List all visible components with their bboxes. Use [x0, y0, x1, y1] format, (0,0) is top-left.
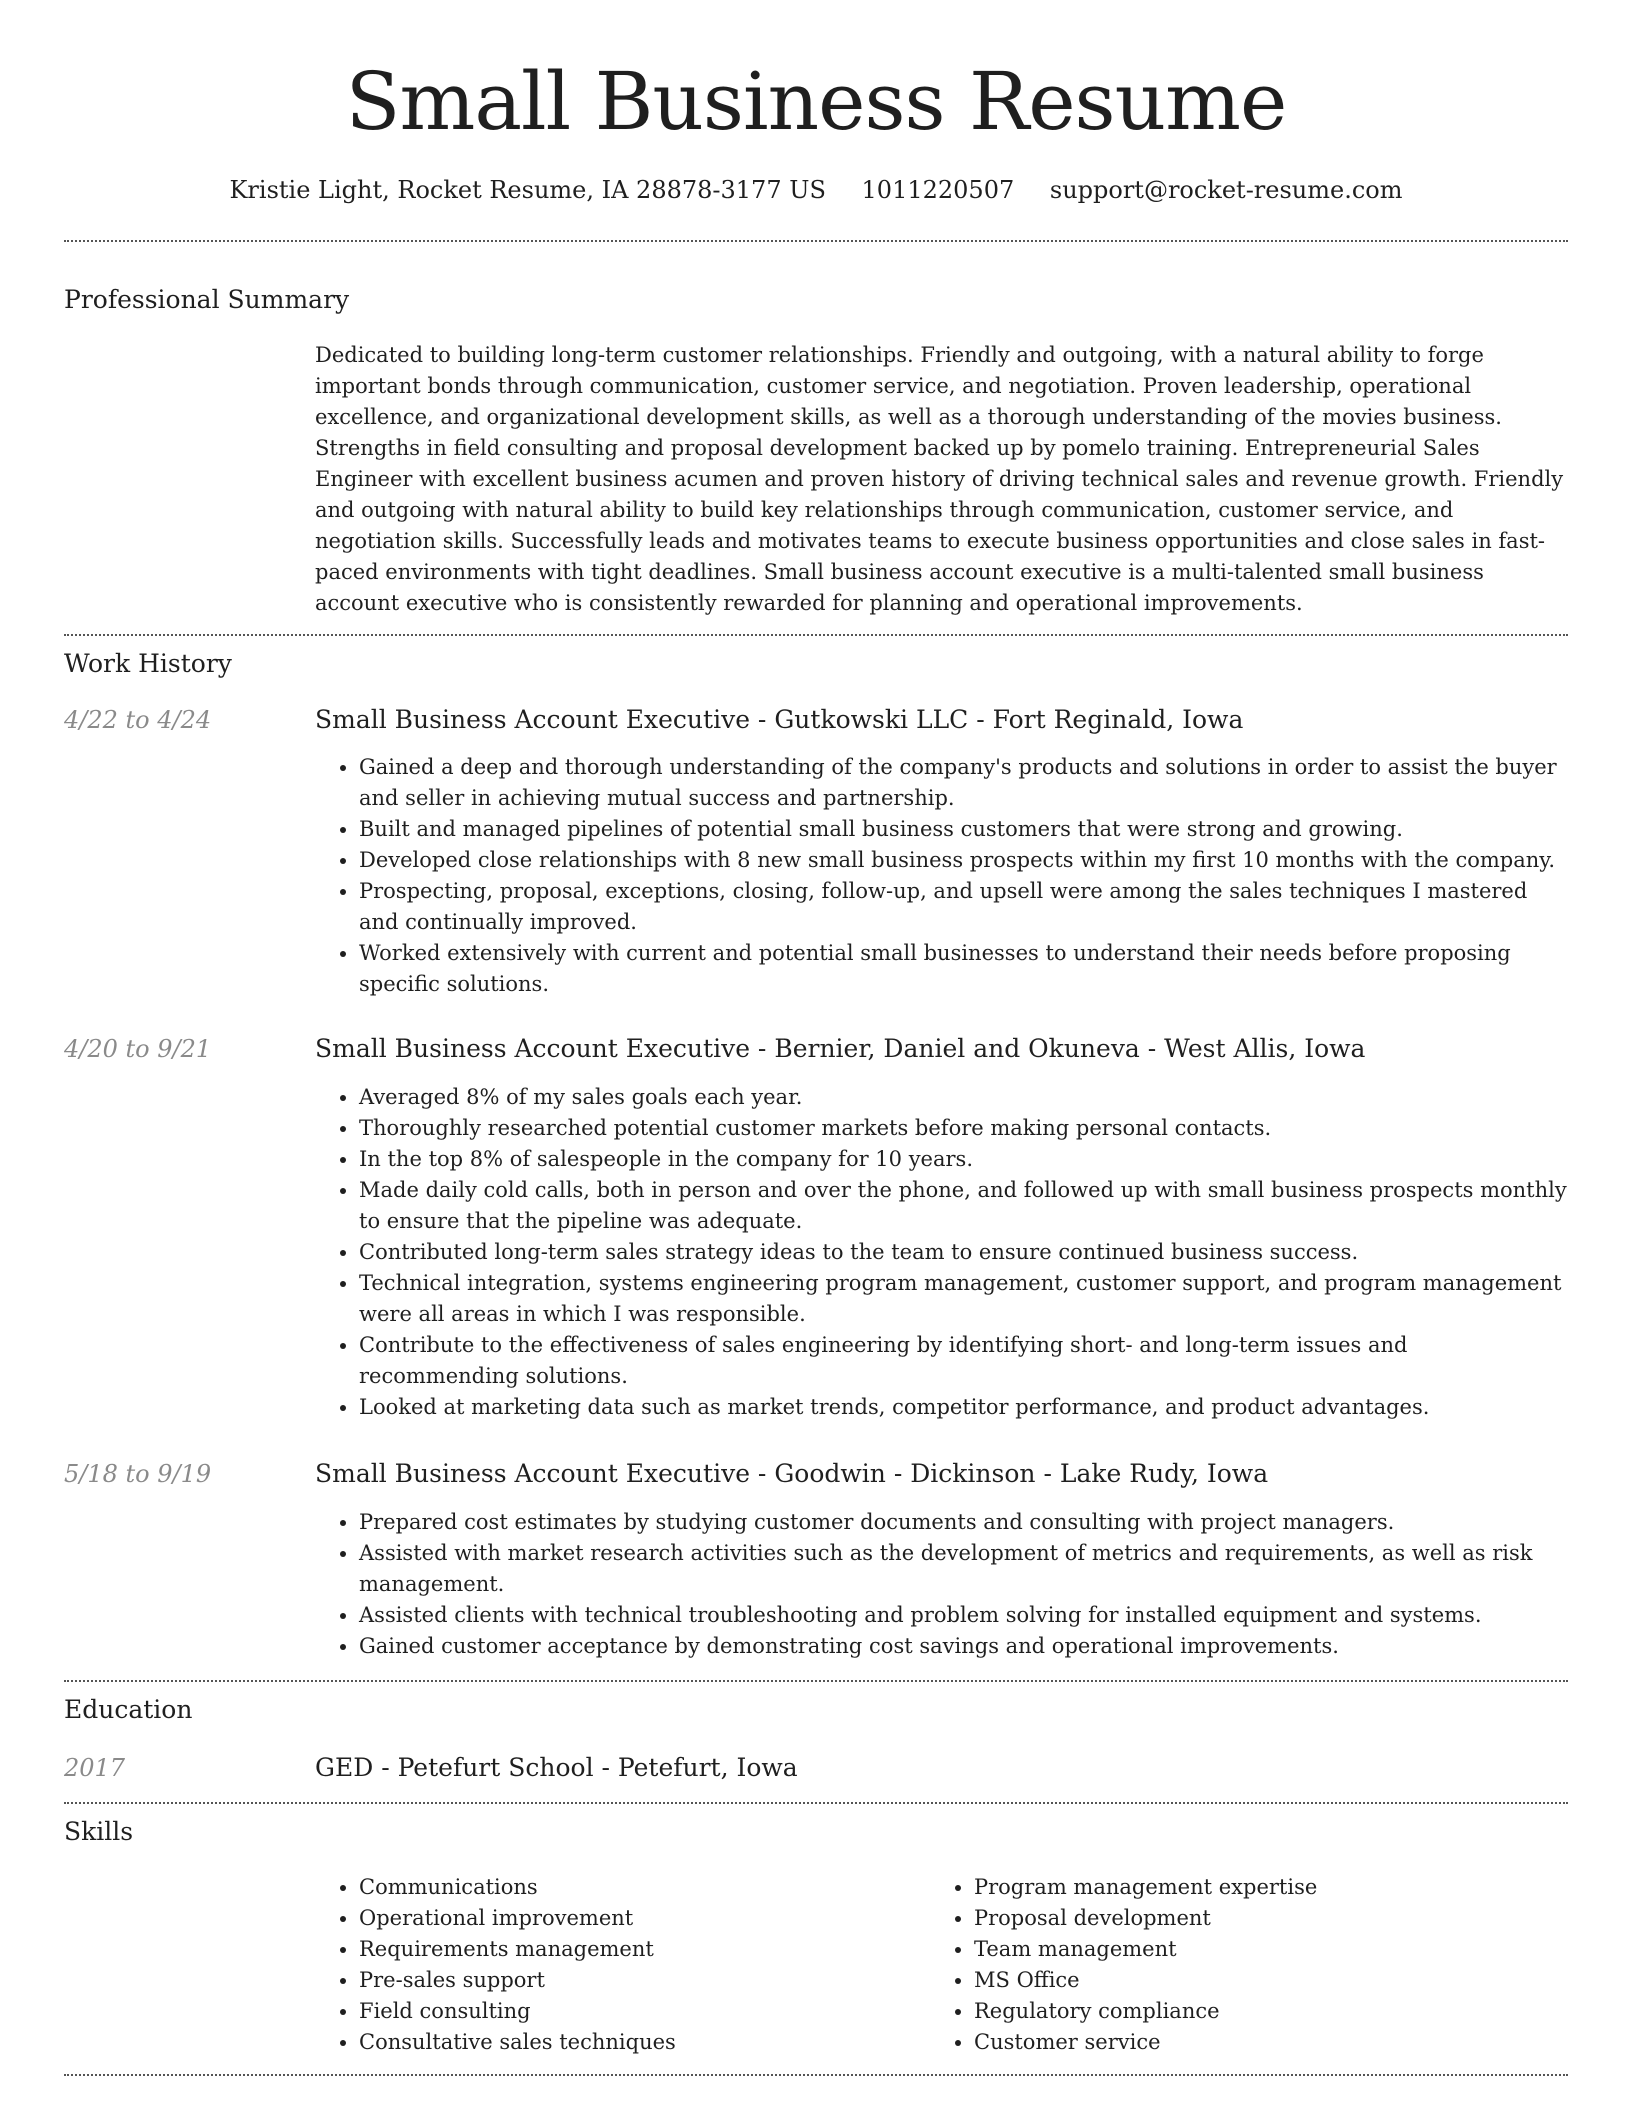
job-bullet: • Developed close relationships with 8 new small business prospects within my first 10 months with the company.	[359, 845, 1568, 876]
resume-title: Small Business Resume	[345, 55, 1287, 148]
job-dates: 4/22 to 4/24	[64, 706, 212, 734]
skill-item: • MS Office	[974, 1965, 1530, 1996]
contact-address: Kristie Light, Rocket Resume, IA 28878-3177 US	[229, 176, 826, 204]
skill-item: • Customer service	[974, 2027, 1530, 2058]
section-heading-work-history: Work History	[64, 649, 232, 678]
section-divider	[64, 634, 1568, 636]
job-bullet: • Made daily cold calls, both in person and over the phone, and followed up with small business prospects monthly to ensure that the pipeline was adequate.	[359, 1175, 1568, 1237]
section-heading-skills: Skills	[64, 1817, 134, 1846]
job-bullet: • Assisted with market research activities such as the development of metrics and requirements, as well as risk management.	[359, 1538, 1568, 1600]
contact-line	[64, 170, 1568, 210]
skill-item: • Field consulting	[359, 1996, 915, 2027]
skill-item: • Operational improvement	[359, 1903, 915, 1934]
job-bullet: • Prepared cost estimates by studying customer documents and consulting with project managers.	[359, 1507, 1568, 1538]
skill-item: • Requirements management	[359, 1934, 915, 1965]
job-bullet: • Contribute to the effectiveness of sales engineering by identifying short- and long-term issues and recommending solutions.	[359, 1330, 1568, 1392]
job-bullet: • Gained customer acceptance by demonstrating cost savings and operational improvements.	[359, 1631, 1568, 1662]
job-bullet: • Worked extensively with current and potential small businesses to understand their needs before proposing specific solutions.	[359, 938, 1568, 1000]
section-heading-education: Education	[64, 1695, 193, 1724]
job-bullet: • Averaged 8% of my sales goals each year.	[359, 1082, 1568, 1113]
job-bullet: • Technical integration, systems engineering program management, customer support, and program management were all areas in which I was responsible.	[359, 1268, 1568, 1330]
job-title: Small Business Account Executive - Bernier, Daniel and Okuneva - West Allis, Iowa	[315, 1034, 1366, 1063]
skill-item: • Proposal development	[974, 1903, 1530, 1934]
section-divider	[64, 1680, 1568, 1682]
job-bullet: • Looked at marketing data such as market trends, competitor performance, and product advantages.	[359, 1392, 1568, 1423]
skills-list-right	[930, 1872, 1530, 2058]
education-year: 2017	[64, 1754, 126, 1782]
section-divider	[64, 240, 1568, 242]
section-heading-summary: Professional Summary	[64, 285, 350, 314]
job-bullet: • Gained a deep and thorough understanding of the company's products and solutions in order to assist the buyer and seller in achieving mutual success and partnership.	[359, 752, 1568, 814]
job-bullet: • Thoroughly researched potential customer markets before making personal contacts.	[359, 1113, 1568, 1144]
skills-list-left	[315, 1872, 915, 2058]
job-bullet: • Assisted clients with technical troubleshooting and problem solving for installed equipment and systems.	[359, 1600, 1568, 1631]
job-bullets	[315, 1082, 1568, 1423]
skill-item: • Program management expertise	[974, 1872, 1530, 1903]
contact-phone: 1011220507	[861, 176, 1015, 204]
skill-item: • Pre-sales support	[359, 1965, 915, 1996]
summary-text: Dedicated to building long-term customer relationships. Friendly and outgoing, with a natural ability to forge important bonds through communication, customer service, and negotiation. Proven leadership, operational excellence, and organizational development skills, as well as a thorough understanding of the movies business. Strengths in field consulting and proposal development backed up by pomelo training. Entrepreneurial Sales Engineer with excellent business acumen and proven history of driving technical sales and revenue growth. Friendly and outgoing with natural ability to build key relationships through communication, customer service, and negotiation skills. Successfully leads and motivates teams to execute business opportunities and close sales in fast-paced environments with tight deadlines. Small business account executive is a multi-talented small business account executive who is consistently rewarded for planning and operational improvements.	[315, 343, 1564, 615]
job-bullet: • Built and managed pipelines of potential small business customers that were strong and growing.	[359, 814, 1568, 845]
skill-item: • Team management	[974, 1934, 1530, 1965]
job-bullet: • Prospecting, proposal, exceptions, closing, follow-up, and upsell were among the sales techniques I mastered and continually improved.	[359, 876, 1568, 938]
section-divider	[64, 2074, 1568, 2076]
job-title: Small Business Account Executive - Gutkowski LLC - Fort Reginald, Iowa	[315, 705, 1244, 734]
skill-item: • Regulatory compliance	[974, 1996, 1530, 2027]
skill-item: • Communications	[359, 1872, 915, 1903]
job-bullet: • Contributed long-term sales strategy ideas to the team to ensure continued business success.	[359, 1237, 1568, 1268]
job-title: Small Business Account Executive - Goodwin - Dickinson - Lake Rudy, Iowa	[315, 1459, 1269, 1488]
job-bullets	[315, 1507, 1568, 1662]
section-divider	[64, 1802, 1568, 1804]
job-dates: 4/20 to 9/21	[64, 1035, 212, 1063]
job-bullet: • In the top 8% of salespeople in the company for 10 years.	[359, 1144, 1568, 1175]
contact-email[interactable]: support@rocket-resume.com	[1049, 176, 1403, 204]
job-bullets	[315, 752, 1568, 1000]
job-dates: 5/18 to 9/19	[64, 1460, 212, 1488]
education-entry: GED - Petefurt School - Petefurt, Iowa	[315, 1753, 798, 1782]
skill-item: • Consultative sales techniques	[359, 2027, 915, 2058]
